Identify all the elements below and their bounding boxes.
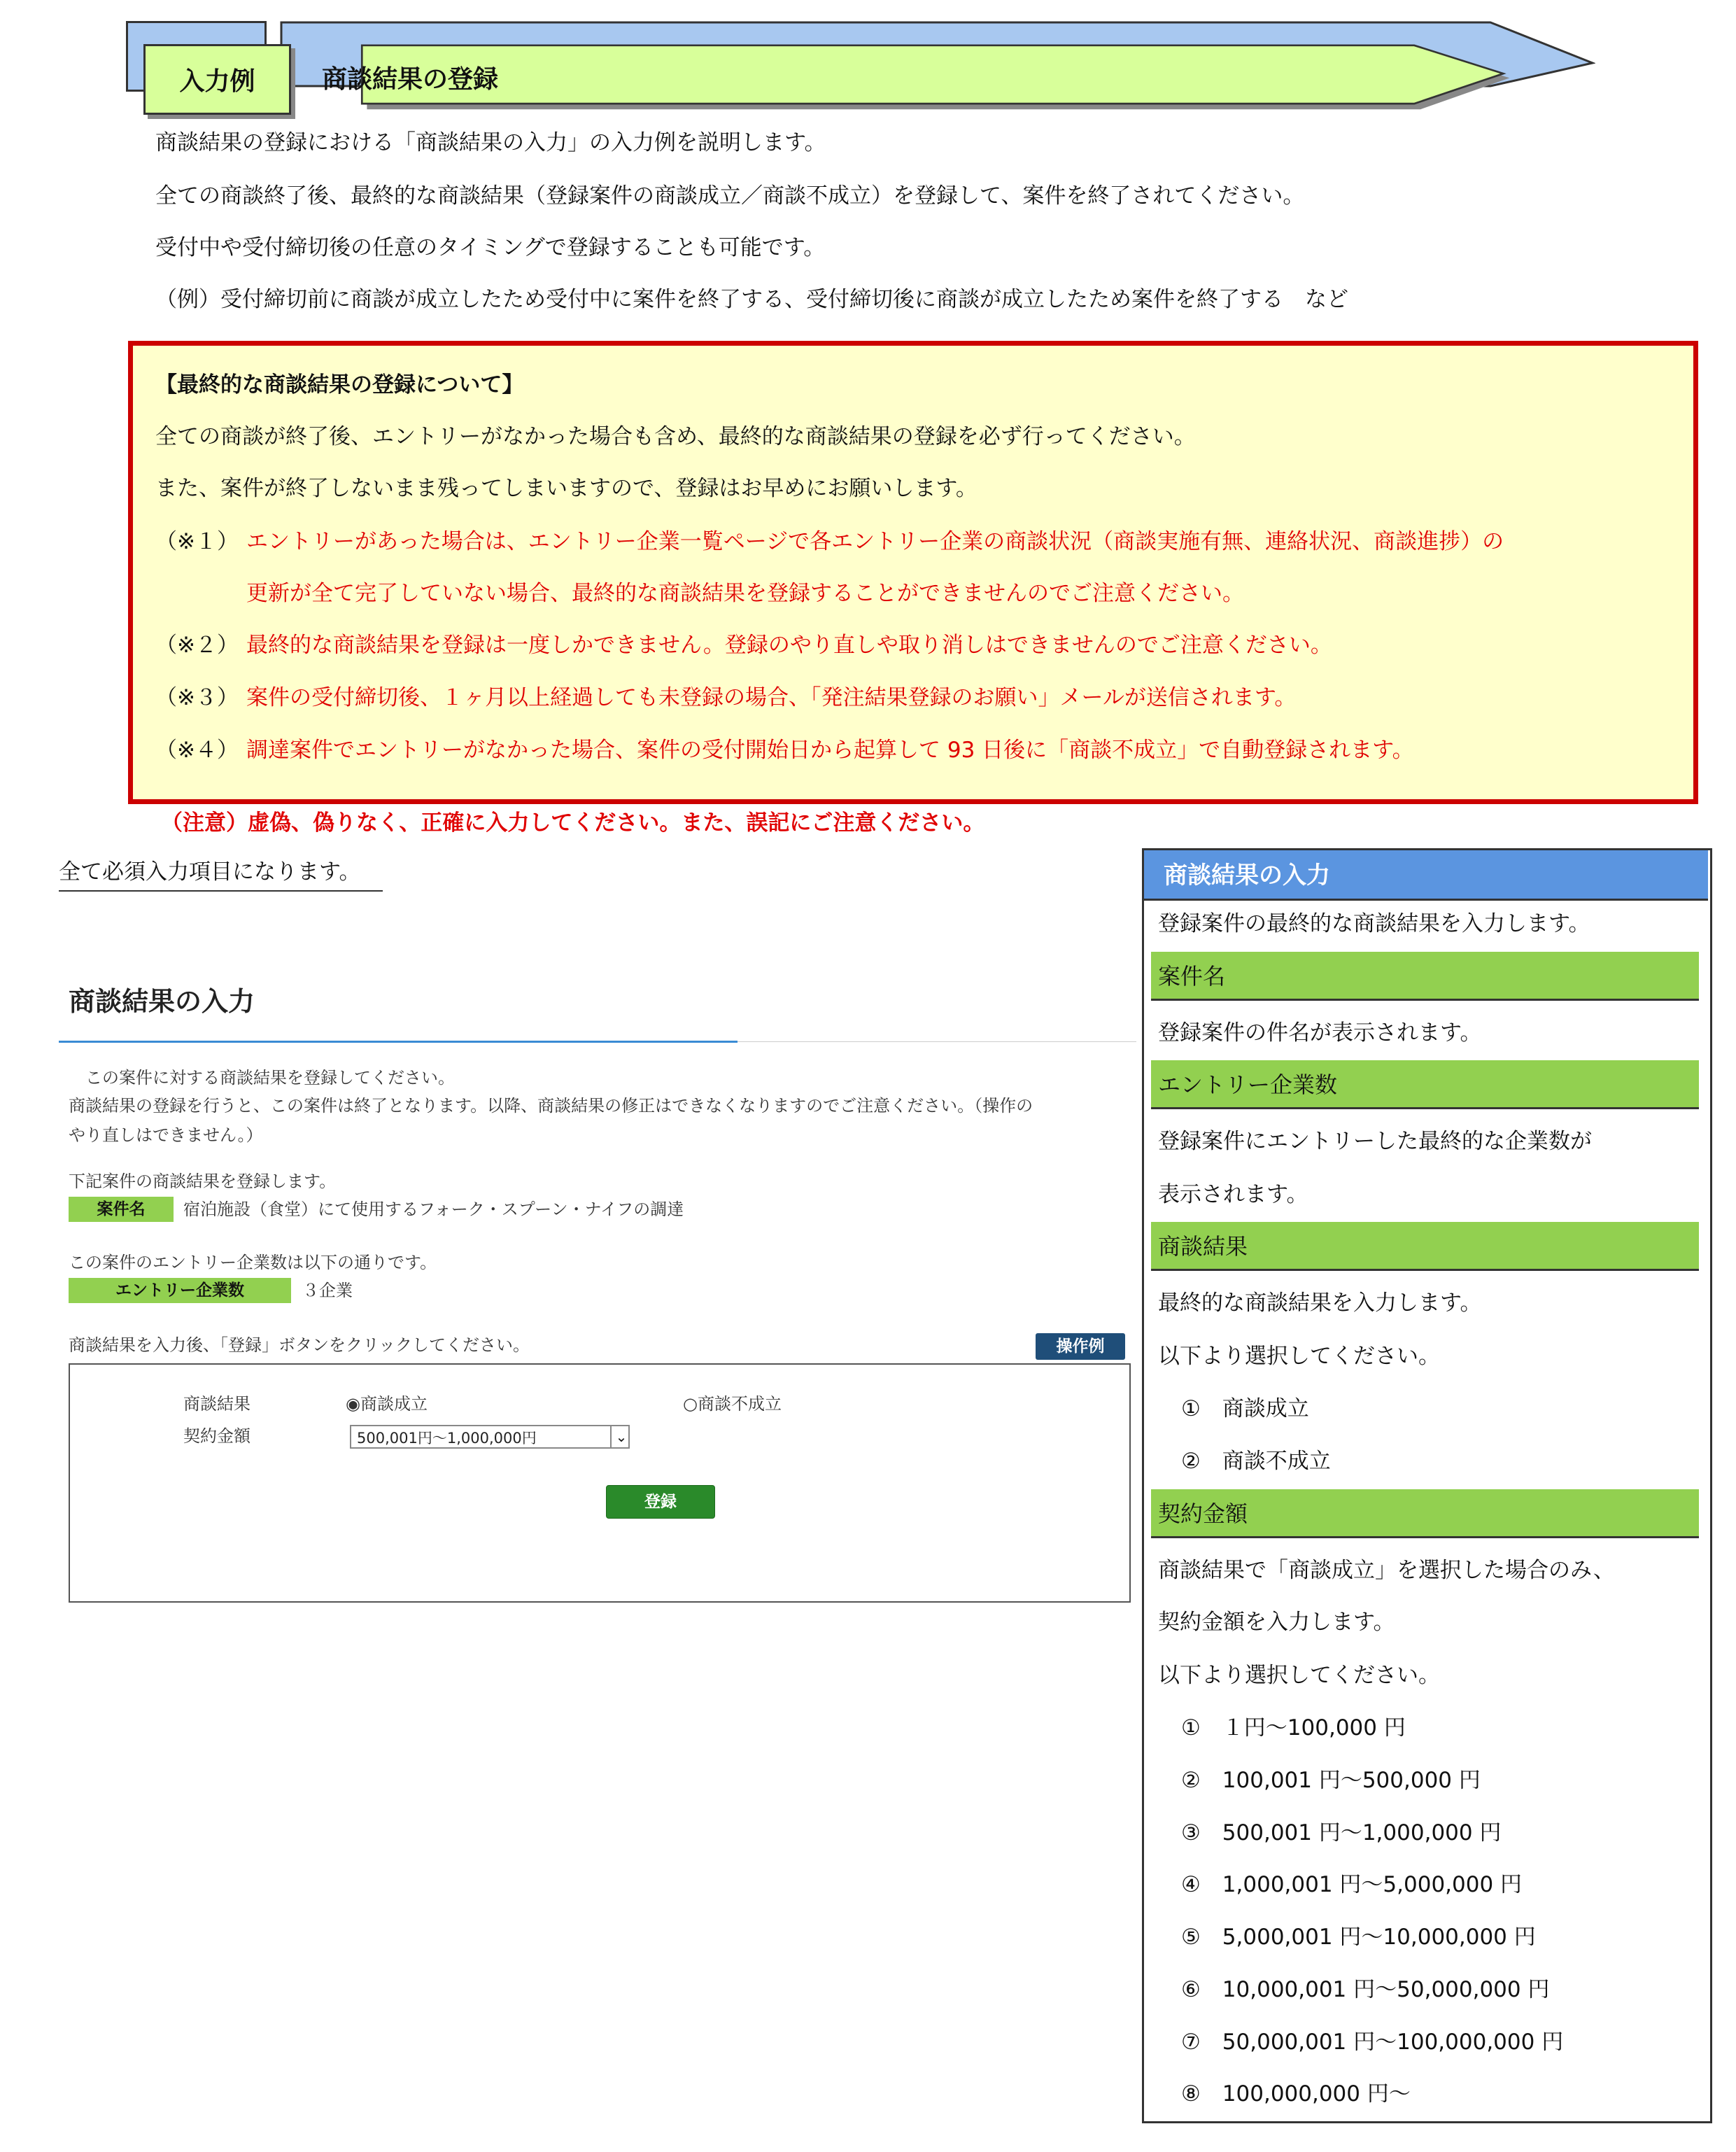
screen-title-rule: [59, 1041, 738, 1043]
intro-line-2: 全ての商談終了後、最終的な商談結果（登録案件の商談成立／商談不成立）を登録して、案件を終了されてください。: [155, 183, 1305, 209]
intro-example: （例）受付締切前に商談が成立したため受付中に案件を終了する、受付締切後に商談が成立したため案件を終了する など: [155, 287, 1348, 312]
intro-line-1: 商談結果の登録における「商談結果の入力」の入力例を説明します。: [155, 130, 826, 155]
screen-desc-1: この案件に対する商談結果を登録してください。: [85, 1068, 455, 1088]
notice-line-1: 全ての商談が終了後、エントリーがなかった場合も含め、最終的な商談結果の登録を必ず行ってください。: [155, 424, 1196, 449]
panel-amount-option-1: ① １円～100,000 円: [1181, 1715, 1406, 1740]
panel-result-option-1: ① 商談成立: [1181, 1396, 1309, 1421]
panel-amount-option-2: ② 100,001 円～500,000 円: [1181, 1768, 1481, 1793]
panel-result-option-2: ② 商談不成立: [1181, 1449, 1331, 1474]
panel-amount-text-3: 以下より選択してください。: [1158, 1663, 1440, 1688]
panel-amount-head: 契約金額: [1151, 1489, 1699, 1538]
instruction-text: 商談結果を入力後、「登録」ボタンをクリックしてください。: [69, 1335, 530, 1355]
entry-value: ３企業: [302, 1281, 353, 1300]
panel-entry-text-2: 表示されます。: [1158, 1182, 1308, 1207]
case-label: 案件名: [69, 1197, 174, 1222]
panel-amount-option-8: ⑧ 100,000,000 円～: [1181, 2081, 1411, 2107]
panel-entry-head: エントリー企業数: [1151, 1060, 1699, 1109]
example-button[interactable]: 操作例: [1036, 1333, 1125, 1360]
header-title: 商談結果の登録: [322, 65, 499, 94]
panel-amount-option-3: ③ 500,001 円～1,000,000 円: [1181, 1820, 1502, 1845]
intro-line-3: 受付中や受付締切後の任意のタイミングで登録することも可能です。: [155, 235, 826, 260]
panel-intro: 登録案件の最終的な商談結果を入力します。: [1158, 911, 1590, 936]
radio-fail[interactable]: ○商談不成立: [683, 1394, 782, 1414]
entry-intro: この案件のエントリー企業数は以下の通りです。: [69, 1253, 437, 1272]
case-value: 宿泊施設（食堂）にて使用するフォーク・スプーン・ナイフの調達: [183, 1200, 684, 1219]
note-1-text-a: エントリーがあった場合は、エントリー企業一覧ページで各エントリー企業の商談状況（商談実施有無、連絡状況、商談進捗）の: [246, 529, 1504, 554]
panel-amount-option-5: ⑤ 5,000,001 円～10,000,000 円: [1181, 1925, 1536, 1950]
entry-label: エントリー企業数: [69, 1278, 291, 1303]
panel-case-text: 登録案件の件名が表示されます。: [1158, 1020, 1482, 1046]
warning-text: （注意）虚偽、偽りなく、正確に入力してください。また、誤記にご注意ください。: [161, 810, 985, 836]
note-1-mark: （※１）: [155, 529, 239, 554]
result-label: 商談結果: [183, 1394, 250, 1414]
panel-result-text-1: 最終的な商談結果を入力します。: [1158, 1291, 1482, 1316]
amount-select[interactable]: 500,001円～1,000,000円: [350, 1425, 630, 1449]
note-2-text: 最終的な商談結果を登録は一度しかできません。登録のやり直しや取り消しはできませんのでご注意ください。: [246, 633, 1332, 658]
note-4-mark: （※４）: [155, 738, 239, 763]
header-tag: 入力例: [143, 44, 291, 115]
chevron-down-icon[interactable]: ⌄: [610, 1425, 631, 1449]
panel-case-head: 案件名: [1151, 952, 1699, 1001]
radio-success[interactable]: ◉商談成立: [346, 1394, 428, 1414]
panel-amount-option-7: ⑦ 50,000,001 円～100,000,000 円: [1181, 2030, 1564, 2055]
panel-entry-text-1: 登録案件にエントリーした最終的な企業数が: [1158, 1129, 1592, 1154]
screen-desc-2: 商談結果の登録を行うと、この案件は終了となります。以降、商談結果の修正はできなくなりますのでご注意ください。（操作の: [69, 1096, 1033, 1116]
register-button[interactable]: 登録: [606, 1485, 715, 1519]
case-intro: 下記案件の商談結果を登録します。: [69, 1172, 337, 1191]
screen-title: 商談結果の入力: [69, 986, 255, 1017]
notice-title: 【最終的な商談結果の登録について】: [155, 372, 524, 398]
notice-box: [128, 341, 1698, 804]
note-3-text: 案件の受付締切後、１ヶ月以上経過しても未登録の場合、「発注結果登録のお願い」メールが送信されます。: [246, 685, 1297, 710]
amount-label: 契約金額: [183, 1426, 250, 1446]
panel-amount-text-2: 契約金額を入力します。: [1158, 1610, 1395, 1635]
screen-title-rule-extension: [738, 1041, 1136, 1042]
screen-desc-3: やり直しはできません。）: [69, 1125, 263, 1145]
required-note-underline: [59, 890, 383, 892]
note-2-mark: （※２）: [155, 633, 239, 658]
panel-result-head: 商談結果: [1151, 1222, 1699, 1271]
note-4-text: 調達案件でエントリーがなかった場合、案件の受付開始日から起算して 93 日後に「商談不成立」で自動登録されます。: [246, 738, 1414, 763]
note-3-mark: （※３）: [155, 685, 239, 710]
panel-result-text-2: 以下より選択してください。: [1158, 1344, 1440, 1369]
note-1-text-b: 更新が全て完了していない場合、最終的な商談結果を登録することができませんのでご注意ください。: [246, 581, 1244, 606]
required-note: 全て必須入力項目になります。: [59, 859, 361, 885]
panel-amount-option-6: ⑥ 10,000,001 円～50,000,000 円: [1181, 1977, 1550, 2002]
panel-amount-text-1: 商談結果で「商談成立」を選択した場合のみ、: [1158, 1558, 1615, 1583]
notice-line-2: また、案件が終了しないまま残ってしまいますので、登録はお早めにお願いします。: [155, 476, 978, 501]
panel-title: 商談結果の入力: [1144, 850, 1708, 901]
panel-amount-option-4: ④ 1,000,001 円～5,000,000 円: [1181, 1872, 1523, 1897]
